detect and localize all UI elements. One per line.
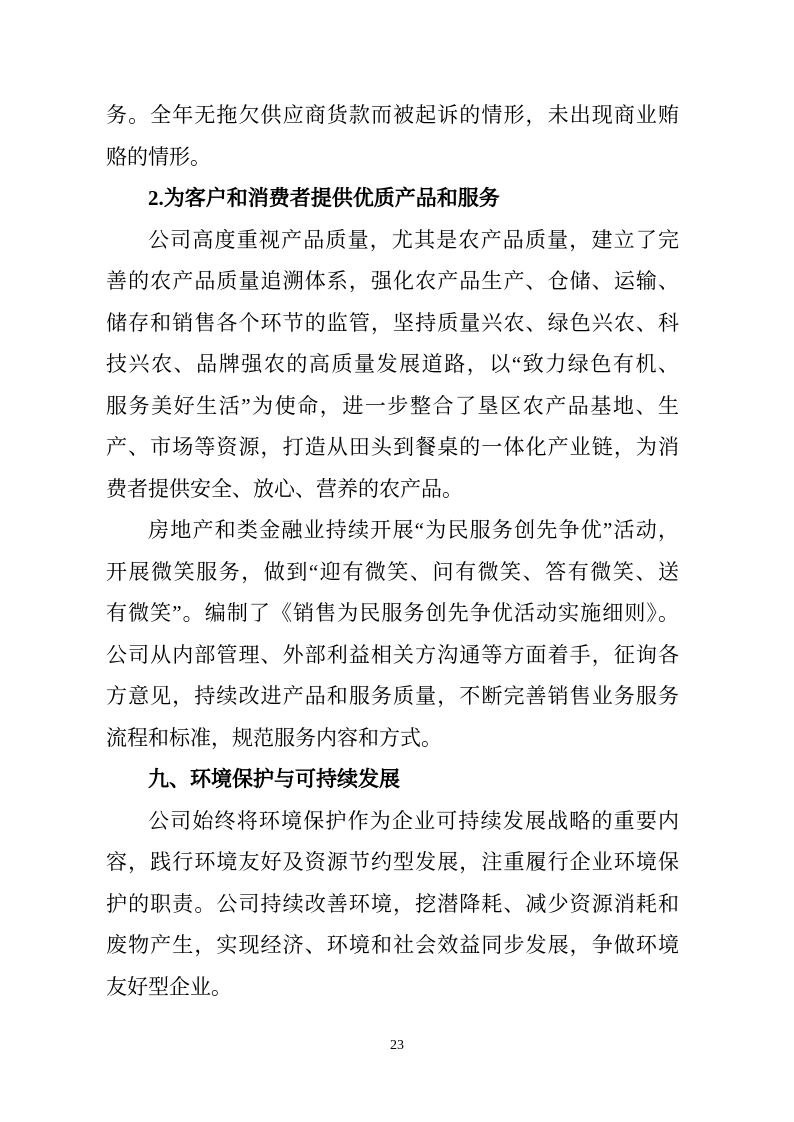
body-line: 友好型企业。	[106, 974, 232, 999]
body-line: 产、市场等资源，打造从田头到餐桌的一体化产业链，为消	[106, 435, 679, 459]
body-line: 善的农产品质量追溯体系，强化农产品生产、仓储、运输、	[106, 269, 679, 293]
body-line: 房地产和类金融业持续开展“为民服务创先争优”活动，	[148, 518, 679, 542]
body-line: 服务美好生活”为使命，进一步整合了垦区农产品基地、生	[106, 393, 679, 418]
body-line: 方意见，持续改进产品和服务质量，不断完善销售业务服务	[106, 684, 679, 708]
section-heading-2: 2.为客户和消费者提供优质产品和服务	[148, 186, 500, 210]
body-line: 容，践行环境友好及资源节约型发展，注重履行企业环境保	[106, 850, 679, 874]
body-line: 流程和标准，规范服务内容和方式。	[106, 725, 442, 750]
body-line: 公司高度重视产品质量，尤其是农产品质量，建立了完	[148, 227, 679, 252]
body-line: 护的职责。公司持续改善环境，挖潜降耗、减少资源消耗和	[106, 891, 679, 916]
body-line: 务。全年无拖欠供应商货款而被起诉的情形，未出现商业贿	[106, 103, 679, 127]
page-number: 23	[390, 1038, 404, 1053]
body-line: 有微笑”。编制了《销售为民服务创先争优活动实施细则》。	[106, 601, 679, 625]
body-line: 赂的情形。	[106, 144, 211, 169]
body-line: 废物产生，实现经济、环境和社会效益同步发展，争做环境	[106, 933, 679, 957]
body-line: 费者提供安全、放心、营养的农产品。	[106, 476, 463, 501]
section-heading-9: 九、环境保护与可持续发展	[148, 768, 400, 791]
body-line: 公司始终将环境保护作为企业可持续发展战略的重要内	[148, 808, 679, 833]
body-line: 储存和销售各个环节的监管，坚持质量兴农、绿色兴农、科	[106, 310, 679, 335]
body-line: 开展微笑服务，做到“迎有微笑、问有微笑、答有微笑、送	[106, 559, 679, 584]
body-line: 技兴农、品牌强农的高质量发展道路，以“致力绿色有机、	[106, 352, 679, 376]
document-body	[106, 95, 679, 1008]
body-line: 公司从内部管理、外部利益相关方沟通等方面着手，征询各	[106, 642, 679, 667]
